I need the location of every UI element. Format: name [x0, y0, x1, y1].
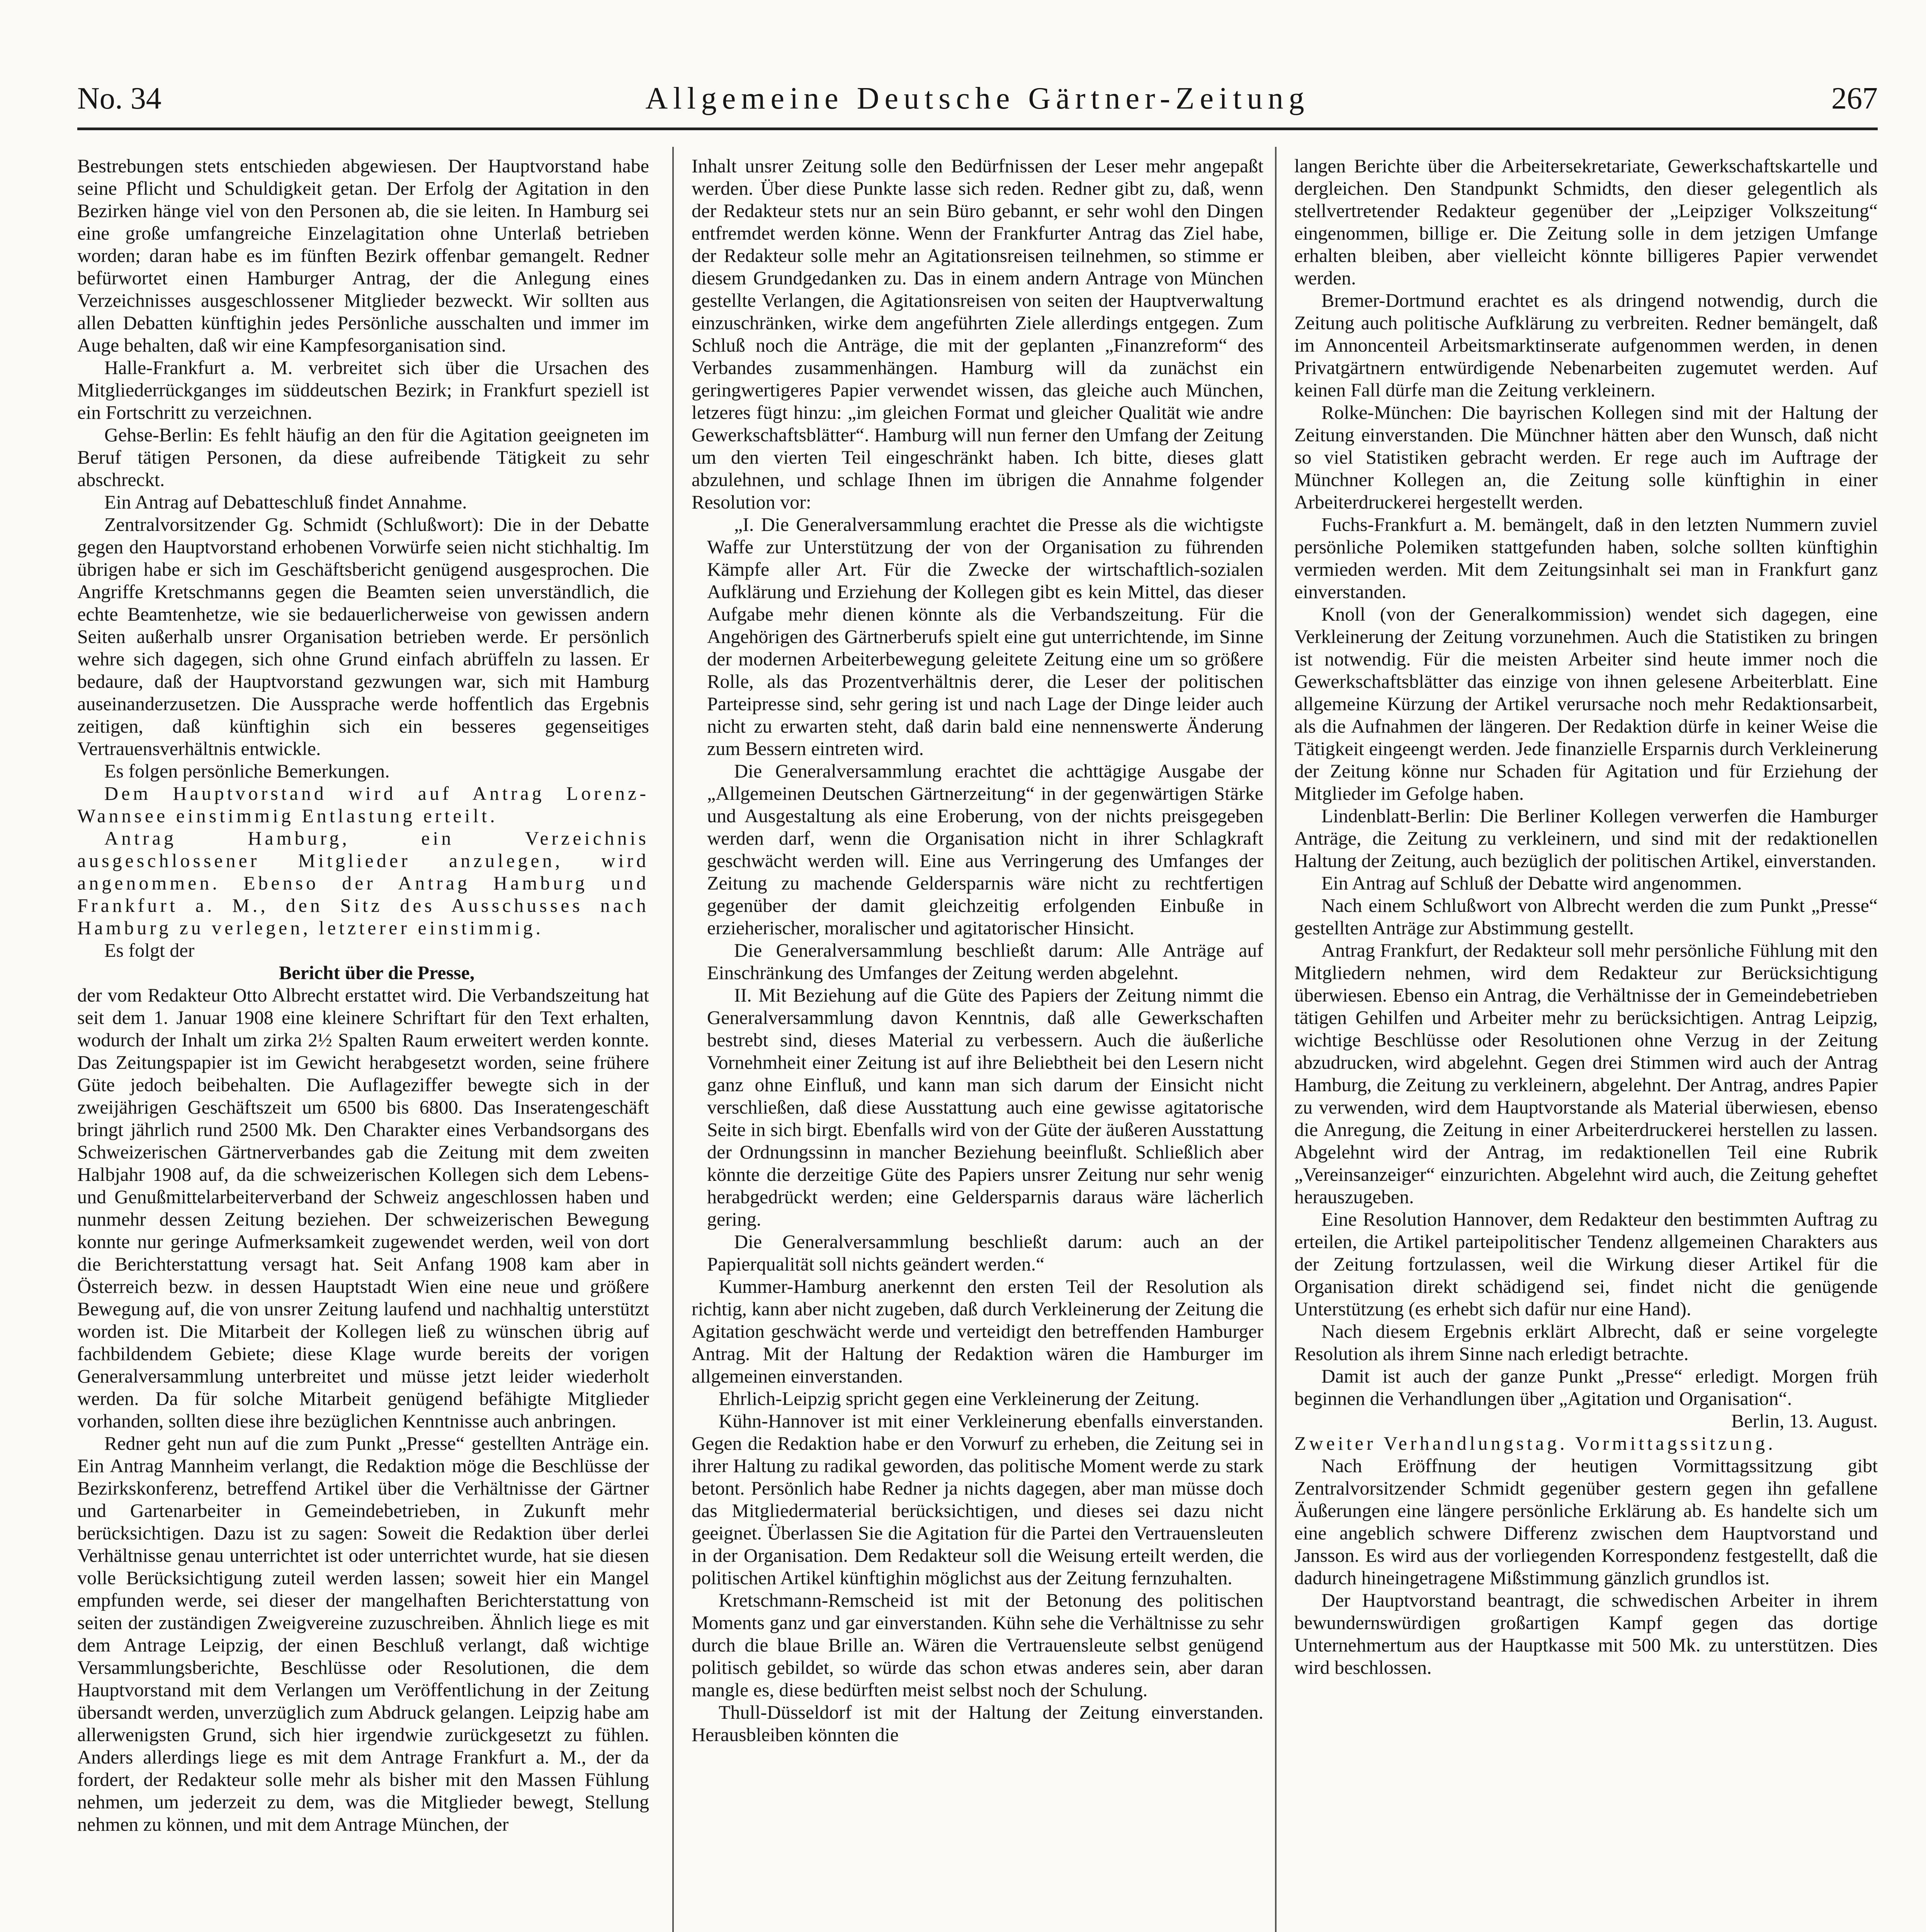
column-1: [77, 155, 649, 1835]
column-rule: [1275, 147, 1277, 1932]
resolution-paragraph: Die Generalversammlung erachtet die achttägige Ausgabe der „Allgemeinen Deutschen Gärtnerzeitung“ in der gegenwärtigen Stärke und Ausgestaltung als eine Eroberung, von der nichts preisgegeben werden darf, wenn die Organisation nicht in ihrer Schlagkraft geschwächt werden will. Eine aus Verringerung des Umfanges der Zeitung zu machende Geldersparnis wäre nicht zu rechtfertigen gegenüber der damit gleichzeitig erfolgenden Einbuße in erzieherischer, moralischer und agitatorischer Hinsicht.: [707, 760, 1263, 939]
paragraph: Redner geht nun auf die zum Punkt „Presse“ gestellten Anträge ein. Ein Antrag Mannheim verlangt, die Redaktion möge die Beschlüsse der Bezirkskonferenz, betreffend Artikel über die Verhältnisse der Gärtner und Gartenarbeiter in Gemeindebetrieben, in Zukunft mehr berücksichtigen. Dazu ist zu sagen: Soweit die Redaktion über derlei Verhältnisse genau unterrichtet ist oder unterrichtet wurde, hat sie diesen volle Berücksichtigung zuteil werden lassen; soweit hier ein Mangel empfunden werde, sei dieser der mangelhaften Berichterstattung von seiten der zuständigen Zweigvereine zuzuschreiben. Ähnlich liege es mit dem Antrage Leipzig, der einen Beschluß verlangt, daß wichtige Versammlungsberichte, Beschlüsse oder Resolutionen, die dem Hauptvorstand mit dem Verlangen um Veröffentlichung in der Zeitung übersandt werden, unverzüglich zum Abdruck gelangen. Leipzig habe am allerwenigsten Grund, sich hier irgendwie zurückgesetzt zu fühlen. Anders allerdings liege es mit dem Antrage Frankfurt a. M., der da fordert, der Redakteur solle mehr als bisher mit den Massen Fühlung nehmen, um jederzeit zu dem, was die Mitglieder bewegt, Stellung nehmen zu können, und mit dem Antrage München, der: [77, 1432, 649, 1835]
paragraph: Bestrebungen stets entschieden abgewiesen. Der Hauptvorstand habe seine Pflicht und Schuldigkeit getan. Der Erfolg der Agitation in den Bezirken hänge viel von den Personen ab, die sie leiten. In Hamburg sei eine große umfangreiche Einzelagitation ohne Unterlaß betrieben worden; daran habe es im fünften Bezirk offenbar gemangelt. Redner befürwortet einen Hamburger Antrag, der die Anlegung eines Verzeichnisses ausgeschlossener Mitglieder bezweckt. Wir sollten aus allen Debatten künftighin jedes Persönliche ausschalten und immer im Auge behalten, daß wir eine Kampfesorganisation sind.: [77, 155, 649, 356]
resolution-paragraph: „I. Die Generalversammlung erachtet die Presse als die wichtigste Waffe zur Unterstützung der von der Organisation zu führenden Kämpfe aller Art. Für die Zwecke der wirtschaftlich-sozialen Aufklärung und Erziehung der Kollegen gibt es kein Mittel, das dieser Aufgabe mehr dienen könnte als die Verbandszeitung. Für die Angehörigen des Gärtnerberufs spielt eine gut unterrichtende, im Sinne der modernen Arbeiterbewegung geleitete Zeitung eine um so größere Rolle, als das Prozentverhältnis derer, die Leser der politischen Parteipresse sind, sehr gering ist und nach Lage der Dinge leider auch nicht zu erwarten steht, daß darin bald eine nennenswerte Änderung zum Bessern eintreten wird.: [707, 514, 1263, 759]
session-heading: Zweiter Verhandlungstag. Vormittagssitzung.: [1294, 1432, 1776, 1454]
dateline: Berlin, 13. August.: [1731, 1410, 1878, 1432]
paragraph: Der Hauptvorstand beantragt, die schwedischen Arbeiter in ihrem bewundernswürdigen großartigen Kampf gegen das dortige Unternehmertum aus der Hauptkasse mit 500 Mk. zu unterstützen. Dies wird beschlossen.: [1294, 1589, 1878, 1678]
resolution-paragraph: II. Mit Beziehung auf die Güte des Papiers der Zeitung nimmt die Generalversammlung davon Kenntnis, daß alle Gewerkschaften bestrebt sind, dieses Material zu verbessern. Auch die äußerliche Vornehmheit einer Zeitung ist auf ihre Beliebtheit bei den Lesern nicht ganz ohne Einfluß, und kann man sich darum der Einsicht nicht verschließen, daß diese Ausstattung auch eine gewisse agitatorische Seite in sich birgt. Ebenfalls wird von der Güte der äußeren Ausstattung der Ordnungssinn in mancher Beziehung beeinflußt. Schließlich aber könnte die derzeitige Güte des Papiers unsrer Zeitung nur sehr wenig herabgedrückt werden; eine Geldersparnis daraus wäre lächerlich gering.: [707, 984, 1263, 1230]
paragraph: Nach Eröffnung der heutigen Vormittagssitzung gibt Zentralvorsitzender Schmidt gegenüber gestern gegen ihn gefallene Äußerungen eine längere persönliche Erklärung ab. Es handelte sich um eine angeblich schwere Differenz zwischen dem Hauptvorstand und Jansson. Es wird aus der vorliegenden Korrespondenz festgestellt, daß die dadurch hineingetragene Mißstimmung gänzlich grundlos ist.: [1294, 1455, 1878, 1588]
paragraph: Ein Antrag auf Debatteschluß findet Annahme.: [104, 491, 467, 513]
paragraph: Kretschmann-Remscheid ist mit der Betonung des politischen Moments ganz und gar einverstanden. Kühn sehe die Verhältnisse zu sehr durch die blaue Brille an. Wären die Vertrauensleute selbst genügend politisch gebildet, so würde das schon etwas anderes sein, aber daran mangle es, diese bedürften meist selbst noch der Schulung.: [692, 1589, 1263, 1701]
paragraph: Thull-Düsseldorf ist mit der Haltung der Zeitung einverstanden. Herausbleiben könnten die: [692, 1701, 1263, 1745]
page-header: [77, 77, 1878, 135]
paragraph: langen Berichte über die Arbeitersekretariate, Gewerkschaftskartelle und dergleichen. Den Standpunkt Schmidts, den dieser gelegentlich als stellvertretender Redakteur gegenüber der „Leipziger Volkszeitung“ eingenommen, billige er. Die Zeitung solle in dem jetzigen Umfange erhalten bleiben, aber vielleicht könnte billigeres Papier verwendet werden.: [1294, 155, 1878, 289]
paragraph: Lindenblatt-Berlin: Die Berliner Kollegen verwerfen die Hamburger Anträge, die Zeitung zu verkleinern, und sind mit der redaktionellen Haltung der Zeitung, auch bezüglich der politischen Artikel, einverstanden.: [1294, 805, 1878, 871]
paragraph: Antrag Frankfurt, der Redakteur soll mehr persönliche Fühlung mit den Mitgliedern nehmen, wird dem Redakteur zur Berücksichtigung überwiesen. Ebenso ein Antrag, die Verhältnisse der in Gemeindebetrieben tätigen Gehilfen und Arbeiter mehr zu berücksichtigen. Antrag Leipzig, wichtige Beschlüsse oder Resolutionen ohne Verzug in der Zeitung abzudrucken, wird abgelehnt. Gegen drei Stimmen wird auch der Antrag Hamburg, die Zeitung zu verkleinern, abgelehnt. Der Antrag, andres Papier zu verwenden, wird dem Hauptvorstande als Material überwiesen, ebenso die Anregung, die Zeitung in einer Arbeiterdruckerei herstellen zu lassen. Abgelehnt wird der Antrag, im redaktionellen Teil eine Rubrik „Vereinsanzeiger“ einzurichten. Abgelehnt wird auch, die Zeitung geheftet herauszugeben.: [1294, 939, 1878, 1208]
paragraph: Knoll (von der Generalkommission) wendet sich dagegen, eine Verkleinerung der Zeitung vorzunehmen. Auch die Statistiken zu bringen ist notwendig. Für die meisten Arbeiter sind heute immer noch die Gewerkschaftsblätter das einzige von ihnen gelesene Arbeiterblatt. Eine allgemeine Kürzung der Artikel verursache noch mehr Redaktionsarbeit, als die Aufnahmen der längeren. Der Redaktion dürfe in keiner Weise die Tätigkeit eingeengt werden. Jede finanzielle Ersparnis durch Verkleinerung der Zeitung könne nur Schaden für Agitation und für Erziehung der Mitglieder im Gefolge haben.: [1294, 603, 1878, 804]
paragraph: Es folgt der: [104, 939, 195, 961]
paragraph: Es folgen persönliche Bemerkungen.: [104, 760, 390, 782]
resolution-text: Antrag Hamburg, ein Verzeichnis ausgeschlossener Mitglieder anzulegen, wird angenommen. Ebenso der Antrag Hamburg und Frankfurt a. M., den Sitz des Ausschusses nach Hamburg zu verlegen, letzterer einstimmig.: [77, 827, 649, 939]
paragraph: Ein Antrag auf Schluß der Debatte wird angenommen.: [1321, 872, 1742, 894]
paragraph: Nach einem Schlußwort von Albrecht werden die zum Punkt „Presse“ gestellten Anträge zur Abstimmung gestellt.: [1294, 895, 1878, 939]
paragraph: Gehse-Berlin: Es fehlt häufig an den für die Agitation geeigneten im Beruf tätigen Personen, da diese aufreibende Tätigkeit zu sehr abschreckt.: [77, 424, 649, 490]
paragraph: Nach diesem Ergebnis erklärt Albrecht, daß er seine vorgelegte Resolution als ihrem Sinne nach erledigt betrachte.: [1294, 1320, 1878, 1364]
paragraph: Ehrlich-Leipzig spricht gegen eine Verkleinerung der Zeitung.: [719, 1388, 1200, 1409]
column-3: [1294, 155, 1878, 1679]
paragraph: Eine Resolution Hannover, dem Redakteur den bestimmten Auftrag zu erteilen, die Artikel parteipolitischer Tendenz allgemeinen Charakters aus der Zeitung fortzulassen, weil die Wirkung dieser Artikel für die Organisation direkt schädigend sei, findet nicht die genügende Unterstützung (es erhebt sich dafür nur eine Hand).: [1294, 1208, 1878, 1320]
paragraph: Fuchs-Frankfurt a. M. bemängelt, daß in den letzten Nummern zuviel persönliche Polemiken stattgefunden haben, solche sollten künftighin vermieden werden. Mit dem Zeitungsinhalt sei man in Frankfurt ganz einverstanden.: [1294, 514, 1878, 602]
column-2: [692, 155, 1263, 1746]
paragraph: Kummer-Hamburg anerkennt den ersten Teil der Resolution als richtig, kann aber nicht zugeben, daß durch Verkleinerung der Zeitung die Agitation geschwächt werde und verteidigt den betreffenden Hamburger Antrag. Mit der Haltung der Redaktion wären die Hamburger im allgemeinen einverstanden.: [692, 1276, 1263, 1387]
header-rule: [77, 128, 1878, 130]
resolution-paragraph: Die Generalversammlung beschließt darum: Alle Anträge auf Einschränkung des Umfanges der Zeitung werden abgelehnt.: [707, 939, 1263, 983]
paragraph: Kühn-Hannover ist mit einer Verkleinerung ebenfalls einverstanden. Gegen die Redaktion habe er den Vorwurf zu erheben, die Zeitung sei in ihrer Haltung zu radikal geworden, das politische Moment werde zu stark betont. Persönlich habe Redner ja nichts dagegen, aber man müsse doch das Mitgliedermaterial berücksichtigen, und dieses sei dazu nicht geeignet. Überlassen Sie die Agitation für die Partei den Vertrauensleuten in der Organisation. Dem Redakteur soll die Weisung erteilt werden, die politischen Artikel künftighin möglichst aus der Zeitung fernzuhalten.: [692, 1410, 1263, 1588]
page-number: 267: [1831, 82, 1878, 116]
paragraph: Zentralvorsitzender Gg. Schmidt (Schlußwort): Die in der Debatte gegen den Hauptvorstand erhobenen Vorwürfe seien nicht stichhaltig. Im übrigen habe er sich im Geschäftsbericht genügend ausgesprochen. Die Angriffe Kretschmanns gegen die Beamten seien unverständlich, die echte Beamtenhetze, wie sie bedauerlicherweise von gewissen andern Seiten außerhalb unsrer Organisation betrieben werde. Er persönlich wehre sich dagegen, sich ohne Grund einfach abrüffeln zu lassen. Er bedaure, daß der Hauptvorstand gezwungen war, sich mit Hamburg auseinanderzusetzen. Die Aussprache werde hoffentlich das Ergebnis zeitigen, daß künftighin sich ein besseres gegenseitiges Vertrauensverhältnis entwickle.: [77, 514, 649, 759]
section-heading: Bericht über die Presse,: [279, 962, 475, 983]
paragraph: Damit ist auch der ganze Punkt „Presse“ erledigt. Morgen früh beginnen die Verhandlungen über „Agitation und Organisation“.: [1294, 1365, 1878, 1409]
paragraph: Halle-Frankfurt a. M. verbreitet sich über die Ursachen des Mitgliederrückganges im süddeutschen Bezirk; in Frankfurt speziell ist ein Fortschritt zu verzeichnen.: [77, 357, 649, 423]
column-rule: [672, 147, 674, 1932]
resolution-text: Dem Hauptvorstand wird auf Antrag Lorenz-Wannsee einstimmig Entlastung erteilt.: [77, 782, 649, 827]
paragraph: Rolke-München: Die bayrischen Kollegen sind mit der Haltung der Zeitung einverstanden. Die Münchner hätten aber den Wunsch, daß nicht so viel Statistiken gebracht werden. Er rege auch im Auftrage der Münchner Kollegen an, die Zeitung solle künftighin in einer Arbeiterdruckerei hergestellt werden.: [1294, 401, 1878, 513]
resolution-paragraph: Die Generalversammlung beschließt darum: auch an der Papierqualität soll nichts geändert werden.“: [707, 1231, 1263, 1275]
newspaper-title: Allgemeine Deutsche Gärtner-Zeitung: [645, 82, 1310, 116]
paragraph: Bremer-Dortmund erachtet es als dringend notwendig, durch die Zeitung auch politische Aufklärung zu verbreiten. Redner bemängelt, daß im Annoncenteil Arbeitsmarktinserate aufgenommen werden, in denen Privatgärtnern entwürdigende Nebenarbeiten zugemutet werden. Auf keinen Fall dürfe man die Zeitung verkleinern.: [1294, 289, 1878, 401]
paragraph: der vom Redakteur Otto Albrecht erstattet wird. Die Verbandszeitung hat seit dem 1. Januar 1908 eine kleinere Schriftart für den Text erhalten, wodurch der Inhalt um zirka 2½ Spalten Raum erweitert werden konnte. Das Zeitungspapier ist im Gewicht herabgesetzt worden, seine frühere Güte jedoch beibehalten. Die Auflageziffer bewegte sich in der zweijährigen Geschäftszeit um 6500 bis 6800. Das Inseratengeschäft bringt jährlich rund 2500 Mk. Den Charakter eines Verbandsorgans des Schweizerischen Gärtnerverbandes gab die Zeitung mit dem zweiten Halbjahr 1908 auf, da die schweizerischen Kollegen sich dem Lebens- und Genußmittelarbeiterverband der Schweiz angeschlossen haben und nunmehr dessen Zeitung beziehen. Der schweizerischen Bewegung konnte nur geringe Aufmerksamkeit zugewendet werden, weil von dort die Berichterstattung versagt hat. Seit Anfang 1908 kam aber in Österreich bezw. in dessen Hauptstadt Wien eine neue und größere Bewegung auf, die von unsrer Zeitung laufend und nachhaltig unterstützt worden ist. Die Mitarbeit der Kollegen ließ zu wünschen übrig auf fachbildendem Gebiete; diese Klage wurde bereits der vorigen Generalversammlung unterbreitet und müsse jetzt leider wiederholt werden. Da für solche Mitarbeit genügend befähigte Mitglieder vorhanden, sollten diese ihre bezüglichen Kenntnisse auch anbringen.: [77, 984, 649, 1432]
issue-number: No. 34: [77, 82, 161, 116]
paragraph: Inhalt unsrer Zeitung solle den Bedürfnissen der Leser mehr angepaßt werden. Über diese Punkte lasse sich reden. Redner gibt zu, daß, wenn der Redakteur stets nur an sein Büro gebannt, er sehr wohl den Dingen entfremdet werden könne. Wenn der Frankfurter Antrag das Ziel habe, der Redakteur solle mehr an Agitationsreisen teilnehmen, so stimme er diesem Grundgedanken zu. Das in einem andern Antrage von München gestellte Verlangen, die Agitationsreisen von seiten der Hauptverwaltung einzuschränken, wirke dem angeführten Ziele allerdings entgegen. Zum Schluß noch die Anträge, die mit der geplanten „Finanzreform“ des Verbandes zusammenhängen. Hamburg will da zunächst ein geringwertigeres Papier verwendet wissen, das gleiche auch München, letzeres fügt hinzu: „im gleichen Format und gleicher Qualität wie andre Gewerkschaftsblätter“. Hamburg will nun ferner den Umfang der Zeitung um den vierten Teil eingeschränkt haben. Ich bitte, dieses glatt abzulehnen, und schlage Ihnen im übrigen die Annahme folgender Resolution vor:: [692, 155, 1263, 513]
